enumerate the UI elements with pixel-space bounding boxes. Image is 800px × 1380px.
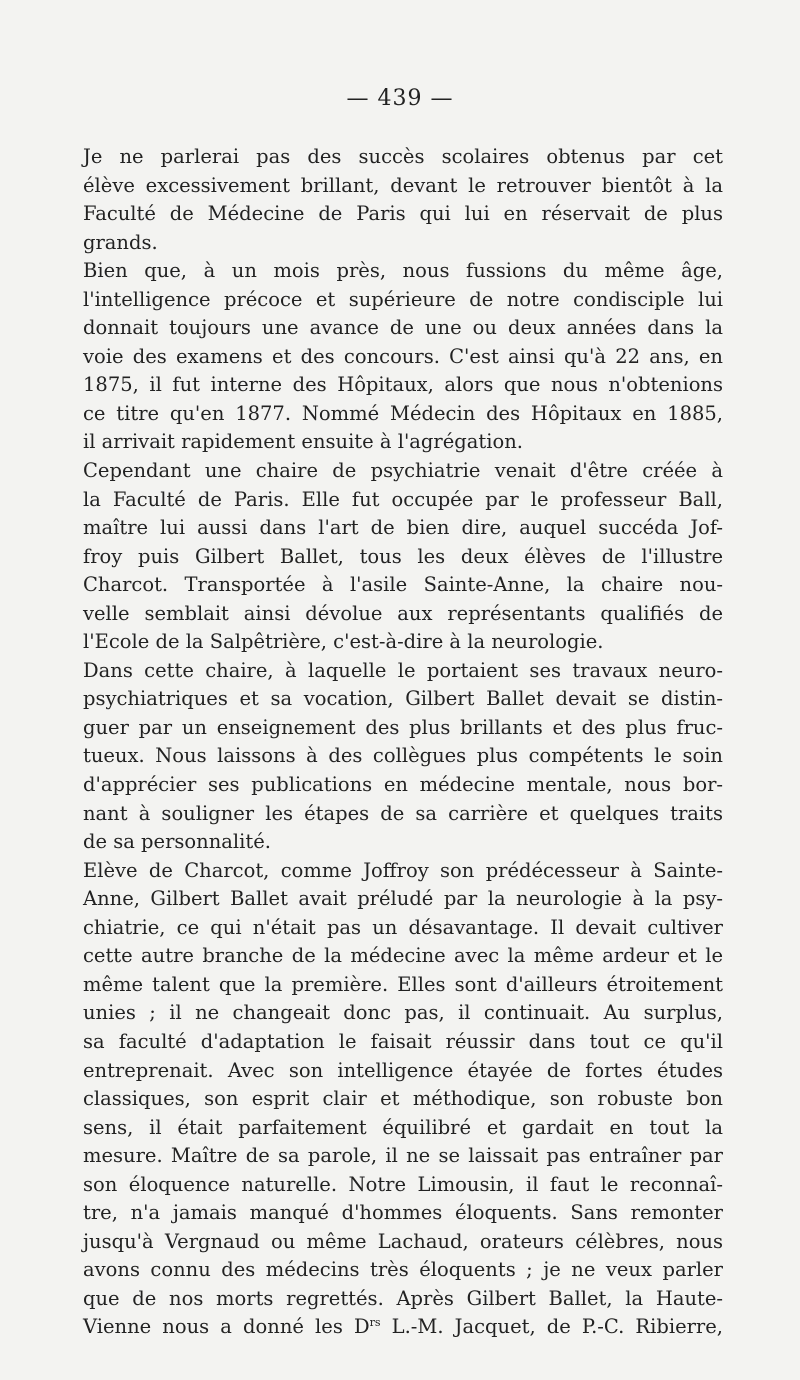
text-line: Bien que, à un mois près, nous fussions du même âge, bbox=[83, 259, 723, 283]
text-line: chiatrie, ce qui n'était pas un désavantage. Il devait cultiver bbox=[83, 915, 723, 939]
text-line: froy puis Gilbert Ballet, tous les deux élèves de l'illustre bbox=[83, 544, 723, 568]
text-line: sa faculté d'adaptation le faisait réussir dans tout ce qu'il bbox=[83, 1029, 723, 1053]
text-line: élève excessivement brillant, devant le retrouver bientôt à la bbox=[83, 173, 723, 197]
text-line: ce titre qu'en 1877. Nommé Médecin des Hôpitaux en 1885, bbox=[83, 401, 723, 425]
body-text bbox=[83, 143, 723, 1342]
text-line: classiques, son esprit clair et méthodique, son robuste bon bbox=[83, 1087, 723, 1111]
text-line: Anne, Gilbert Ballet avait préludé par la neurologie à la psy- bbox=[83, 887, 723, 911]
text-line: de sa personnalité. bbox=[83, 830, 271, 854]
text-line: tueux. Nous laissons à des collègues plus compétents le soin bbox=[83, 744, 723, 768]
text-line: maître lui aussi dans l'art de bien dire, auquel succéda Jof- bbox=[83, 516, 723, 540]
superscript: rs bbox=[369, 1316, 381, 1330]
page-number: — 439 — bbox=[346, 86, 454, 111]
text-line: velle semblait ainsi dévolue aux représentants qualifiés de bbox=[83, 601, 723, 625]
text-line: nant à souligner les étapes de sa carrière et quelques traits bbox=[83, 801, 723, 825]
text-line: entreprenait. Avec son intelligence étayée de fortes études bbox=[83, 1058, 723, 1082]
text-line: jusqu'à Vergnaud ou même Lachaud, orateurs célèbres, nous bbox=[83, 1229, 723, 1253]
text-line: guer par un enseignement des plus brillants et des plus fruc- bbox=[83, 715, 723, 739]
text-line: mesure. Maître de sa parole, il ne se laissait pas entraîner par bbox=[83, 1144, 723, 1168]
text-line: l'intelligence précoce et supérieure de notre condisciple lui bbox=[83, 287, 723, 311]
text-line: son éloquence naturelle. Notre Limousin, il faut le reconnaî- bbox=[83, 1172, 723, 1196]
text-line: la Faculté de Paris. Elle fut occupée par le professeur Ball, bbox=[83, 487, 723, 511]
text-line: Charcot. Transportée à l'asile Sainte-Anne, la chaire nou- bbox=[83, 573, 723, 597]
text-line: même talent que la première. Elles sont d'ailleurs étroitement bbox=[83, 972, 723, 996]
text-line: Faculté de Médecine de Paris qui lui en réservait de plus bbox=[83, 202, 723, 226]
text-line: cette autre branche de la médecine avec la même ardeur et le bbox=[83, 944, 723, 968]
text-fragment: L.-M. Jacquet, de P.-C. Ribierre, bbox=[380, 1315, 723, 1339]
text-line: Cependant une chaire de psychiatrie venait d'être créée à bbox=[83, 459, 723, 483]
text-line: d'apprécier ses publications en médecine mentale, nous bor- bbox=[83, 773, 723, 797]
text-line: l'Ecole de la Salpêtrière, c'est-à-dire à la neurologie. bbox=[83, 630, 604, 654]
text-line: Elève de Charcot, comme Joffroy son prédécesseur à Sainte- bbox=[83, 858, 723, 882]
text-line: sens, il était parfaitement équilibré et gardait en tout la bbox=[83, 1115, 723, 1139]
text-fragment: Vienne nous a donné les D bbox=[83, 1315, 370, 1339]
text-line: grands. bbox=[83, 230, 158, 254]
text-line: que de nos morts regrettés. Après Gilbert Ballet, la Haute- bbox=[83, 1286, 723, 1310]
text-line: donnait toujours une avance de une ou deux années dans la bbox=[83, 316, 723, 340]
text-line: voie des examens et des concours. C'est ainsi qu'à 22 ans, en bbox=[83, 344, 723, 368]
text-line: 1875, il fut interne des Hôpitaux, alors que nous n'obtenions bbox=[83, 373, 723, 397]
text-line: tre, n'a jamais manqué d'hommes éloquents. Sans remonter bbox=[83, 1201, 723, 1225]
text-line-last bbox=[83, 1313, 723, 1342]
text-line: Je ne parlerai pas des succès scolaires obtenus par cet bbox=[83, 145, 723, 168]
text-line: avons connu des médecins très éloquents ; je ne veux parler bbox=[83, 1258, 723, 1282]
text-line: unies ; il ne changeait donc pas, il continuait. Au surplus, bbox=[83, 1001, 723, 1025]
text-line: psychiatriques et sa vocation, Gilbert Ballet devait se distin- bbox=[83, 687, 723, 711]
text-line: il arrivait rapidement ensuite à l'agrégation. bbox=[83, 430, 523, 454]
text-line: Dans cette chaire, à laquelle le portaient ses travaux neuro- bbox=[83, 658, 723, 682]
